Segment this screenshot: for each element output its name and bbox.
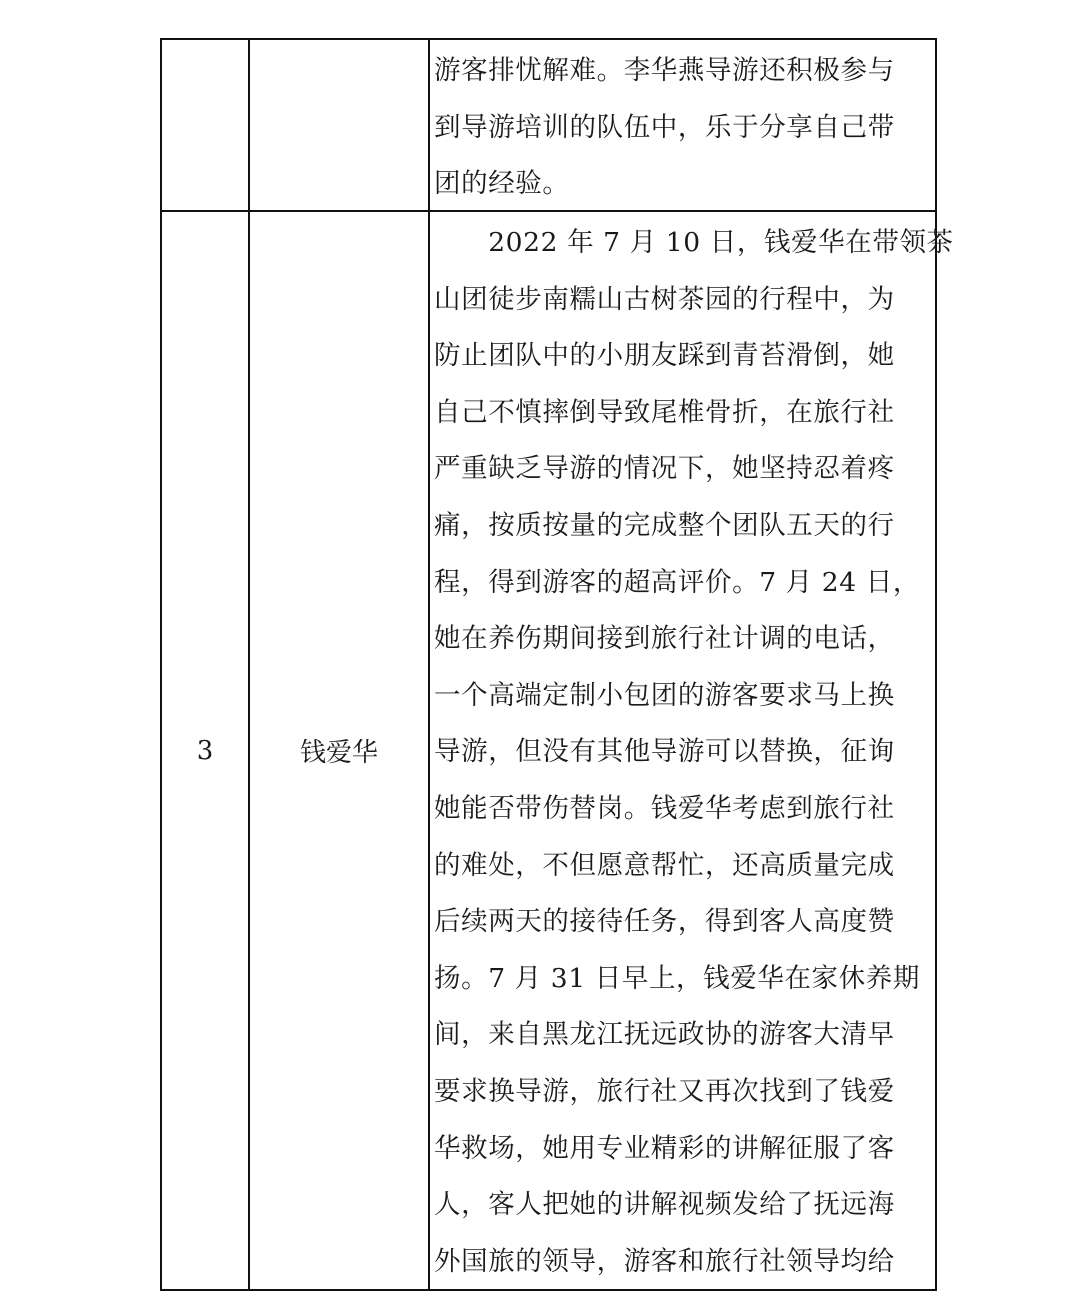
text-line: 外国旅的领导，游客和旅行社领导均给 — [434, 1245, 895, 1277]
text-line: 她能否带伤替岗。钱爱华考虑到旅行社 — [434, 792, 895, 824]
text-line: 华救场，她用专业精彩的讲解征服了客 — [434, 1132, 895, 1164]
text-line: 人，客人把她的讲解视频发给了抚远海 — [434, 1189, 895, 1221]
text-line: 扬。7 月 31 日早上，钱爱华在家休养期 — [434, 962, 920, 994]
text-line: 2022 年 7 月 10 日，钱爱华在带领茶 — [434, 227, 954, 258]
row-number-cell — [162, 40, 250, 210]
text-line: 程，得到游客的超高评价。7 月 24 日， — [434, 566, 920, 598]
guide-table — [160, 38, 954, 1291]
text-line: 的难处，不但愿意帮忙，还高质量完成 — [434, 849, 895, 881]
text-line: 痛，按质按量的完成整个团队五天的行 — [434, 509, 895, 541]
table-row — [162, 212, 954, 1291]
text-line: 一个高端定制小包团的游客要求马上换 — [434, 679, 895, 711]
table-row — [162, 40, 937, 212]
text-line: 山团徒步南糯山古树茶园的行程中，为 — [434, 283, 895, 315]
text-line: 自己不慎摔倒导致尾椎骨折，在旅行社 — [434, 396, 895, 428]
text-line: 间，来自黑龙江抚远政协的游客大清早 — [434, 1019, 895, 1051]
text-line: 导游，但没有其他导游可以替换，征询 — [434, 736, 895, 768]
text-line: 团的经验。 — [434, 168, 570, 200]
row-name-cell — [250, 40, 430, 210]
row-number-cell: 3 — [162, 212, 250, 1289]
text-line: 到导游培训的队伍中，乐于分享自己带 — [434, 111, 895, 143]
row-description-cell — [430, 212, 954, 1289]
row-name-cell: 钱爱华 — [250, 212, 430, 1289]
text-line: 要求换导游，旅行社又再次找到了钱爱 — [434, 1075, 895, 1107]
text-line: 后续两天的接待任务，得到客人高度赞 — [434, 906, 895, 938]
text-line: 防止团队中的小朋友踩到青苔滑倒，她 — [434, 340, 895, 372]
text-line: 游客排忧解难。李华燕导游还积极参与 — [434, 55, 895, 86]
text-line: 她在养伤期间接到旅行社计调的电话， — [434, 623, 895, 655]
text-line: 严重缺乏导游的情况下，她坚持忍着疼 — [434, 453, 895, 485]
row-description-cell — [430, 40, 937, 210]
